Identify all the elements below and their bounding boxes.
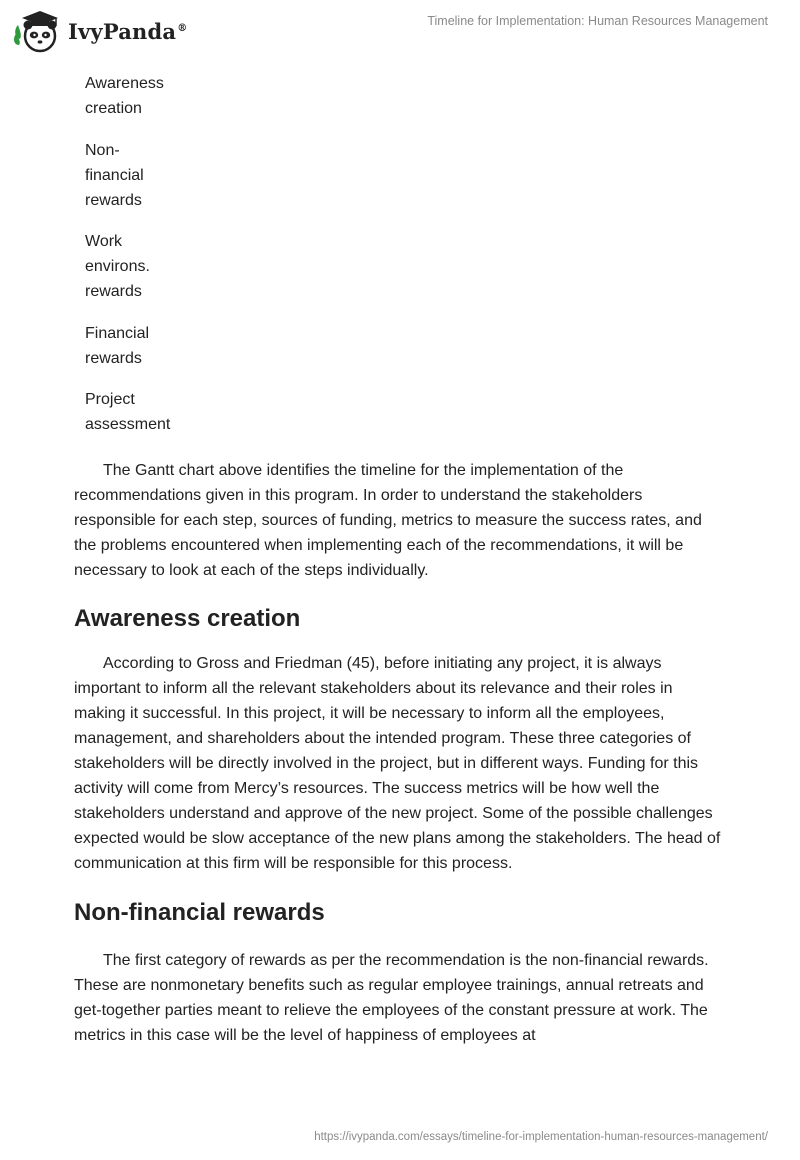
non-financial-rewards-paragraph: The first category of rewards as per the recommendation is the non-financial rewards. These are nonmonetary benefits such as regular employee trainings, annual retreats and get-together parties meant to relieve the employees of the constant pressure at work. The metrics in this case will be the level of happiness of employees at [74,952,709,1044]
gantt-row-label: Non-financial rewards [85,141,144,209]
source-url[interactable]: https://ivypanda.com/essays/timeline-for-implementation-human-resources-management/ [314,1131,768,1143]
section-heading-awareness-creation: Awareness creation [74,605,301,632]
brand-name: IvyPanda® [68,18,188,44]
document-title: Timeline for Implementation: Human Resources Management [427,14,768,28]
gantt-row-label: Awareness creation [85,75,164,117]
page-header [0,0,800,60]
gantt-task-labels [85,71,175,437]
ivypanda-logo[interactable] [14,9,187,53]
intro-paragraph: The Gantt chart above identifies the timeline for the implementation of the recommendations given in this program. In order to understand the stakeholders responsible for each step, sources of funding, metrics to measure the success rates, and the problems encountered when implementing each of the recommendations, it will be necessary to look at each of the steps individually. [74,462,702,579]
section-heading-non-financial-rewards: Non-financial rewards [74,899,325,926]
awareness-creation-paragraph: According to Gross and Friedman (45), before initiating any project, it is always important to inform all the relevant stakeholders about its relevance and their roles in making it successful. In this project, it will be necessary to inform all the employees, management, and shareholders about the intended program. These three categories of stakeholders will be directly involved in the project, but in different ways. Funding for this activity will come from Mercy’s resources. The success metrics will be how well the stakeholders understand and approve of the new project. Some of the possible challenges expected would be slow acceptance of the new plans among the stakeholders. The head of communication at this firm will be responsible for this process. [74,655,721,872]
article-body [74,71,724,1048]
gantt-row-label: Work environs. rewards [85,233,150,300]
gantt-row-label: Financial rewards [85,324,150,367]
gantt-row-label: Project assessment [85,391,171,433]
panda-icon [14,9,62,53]
